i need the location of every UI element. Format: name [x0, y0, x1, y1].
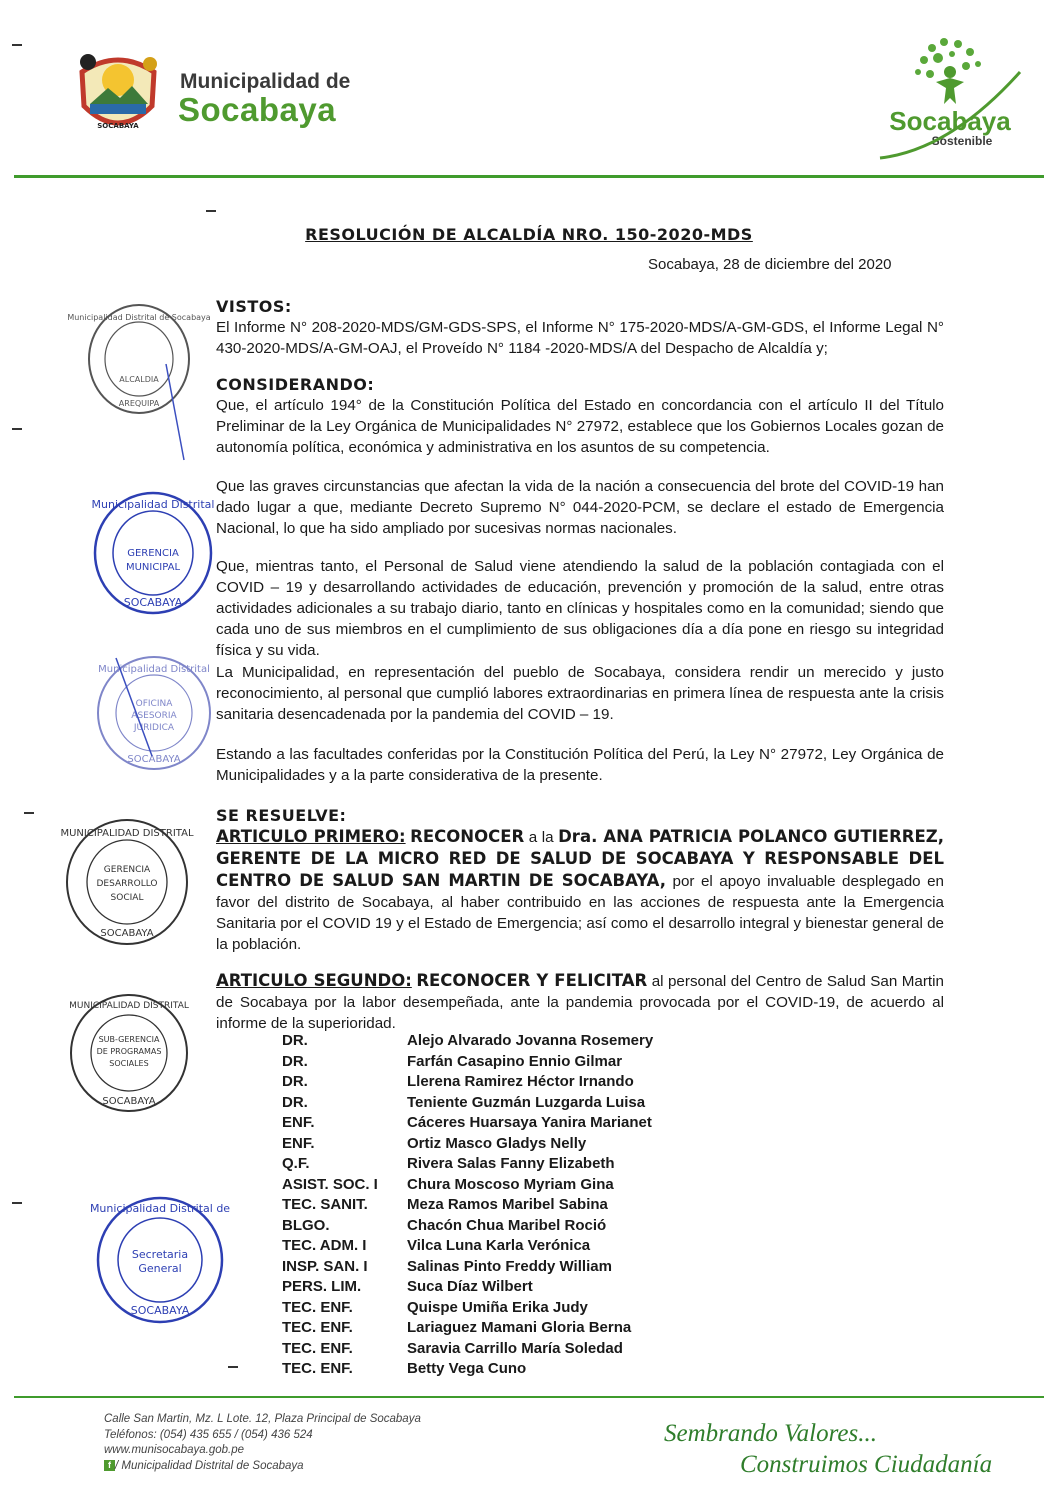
svg-text:Municipalidad Distrital: Municipalidad Distrital — [98, 664, 210, 675]
stamp-alcaldia — [67, 300, 211, 418]
staff-title: TEC. ENF. — [282, 1339, 353, 1357]
staff-name: Lariaguez Mamani Gloria Berna — [407, 1319, 632, 1336]
considerando-paragraph-1: Que, el artículo 194° de la Constitución Política del Estado en concordancia con el artículo II del Título Preliminar de la Ley Orgánica de Municipalidades N° 27972, establece que los Gobiernos Locales gozan de autonomía política, económica y administrativa en los asuntos de su competencia. — [216, 397, 944, 456]
stamp-asesoria-juridica — [92, 652, 216, 774]
footer-website[interactable]: www.munisocabaya.gob.pe — [104, 1444, 244, 1456]
staff-title: TEC. ADM. I — [282, 1237, 367, 1254]
svg-text:SOCABAYA: SOCABAYA — [100, 928, 154, 939]
svg-text:OFICINA: OFICINA — [135, 699, 173, 709]
list-item — [282, 1237, 707, 1258]
svg-text:Secretaria: Secretaria — [131, 1248, 189, 1261]
staff-name: Ortiz Masco Gladys Nelly — [407, 1134, 587, 1152]
list-item — [282, 1217, 707, 1238]
stamp-gerencia-municipal — [88, 486, 218, 620]
staff-title: ENF. — [282, 1134, 315, 1152]
staff-name: Vilca Luna Karla Verónica — [407, 1237, 591, 1254]
socabaya-sostenible-logo — [870, 32, 1030, 162]
staff-title: DR. — [282, 1032, 308, 1049]
staff-title: DR. — [282, 1093, 308, 1111]
svg-text:Sostenible: Sostenible — [931, 134, 993, 148]
staff-title: PERS. LIM. — [282, 1278, 362, 1295]
staff-title: DR. — [282, 1052, 308, 1070]
staff-title: TEC. ENF. — [282, 1319, 353, 1336]
header-divider — [14, 175, 1044, 178]
footer-address: Calle San Martin, Mz. L Lote. 12, Plaza Principal de Socabaya — [104, 1413, 421, 1425]
facebook-icon: f — [104, 1460, 115, 1471]
svg-text:AREQUIPA: AREQUIPA — [118, 399, 160, 408]
svg-text:GERENCIA: GERENCIA — [103, 865, 151, 875]
list-item — [282, 1258, 707, 1279]
stamp-programas-sociales — [64, 988, 194, 1118]
list-item — [282, 1176, 707, 1197]
article-second-label: ARTICULO SEGUNDO: — [216, 971, 412, 990]
article-first-label: ARTICULO PRIMERO: — [216, 827, 406, 846]
svg-text:ASESORIA: ASESORIA — [131, 711, 177, 721]
footer-phones: Teléfonos: (054) 435 655 / (054) 436 524 — [104, 1428, 313, 1441]
svg-text:SOCABAYA: SOCABAYA — [102, 1096, 156, 1107]
list-item — [282, 1340, 707, 1361]
svg-text:SOCABAYA: SOCABAYA — [127, 754, 181, 765]
staff-name: Betty Vega Cuno — [407, 1360, 527, 1377]
considerando-paragraph-2: Que las graves circunstancias que afectan la vida de la nación a consecuencia del brote del COVID-19 han dado lugar a que, mediante Decreto Supremo N° 044-2020-PCM, se declare el estado de Emergencia Nacional, lo que ha sido ampliado por sucesivas normas nacionales. — [216, 478, 944, 537]
article-second-text: al personal del Centro de Salud San Martin de Socabaya por la labor desempeñada, ante la pandemia provocada por el COVID-19, de acuerdo al informe de la superioridad. — [216, 973, 944, 1032]
slogan-line2: Construimos Ciudadanía — [740, 1451, 993, 1478]
org-name-line2: Socabaya — [178, 91, 337, 128]
article-second-verb: RECONOCER Y FELICITAR — [416, 971, 648, 990]
svg-text:Municipalidad Distrital de: Municipalidad Distrital de — [89, 1202, 231, 1215]
vistos-text: El Informe N° 208-2020-MDS/GM-GDS-SPS, el Informe N° 175-2020-MDS/A-GM-GDS, el Informe Legal N° 430-2020-MDS/A-GM-OAJ, el Proveído N° 1184 -2020-MDS/A del Despacho de Alcaldía y; — [216, 319, 944, 357]
list-item — [282, 1114, 707, 1135]
considerando-paragraph-3: Que, mientras tanto, el Personal de Salud viene atendiendo la salud de la población contagiada con el COVID – 19 y desarrollando actividades de educación, prevención y promoción de la salud, entre otras actividades adicionales a su trabajo diario, tanto en clínicas y hospitales como en la comunidad; siendo que cada uno de sus miembros en el cumplimiento de sus obligaciones día a día pone en riesgo su integridad física y su vida. — [216, 558, 944, 659]
considerando-heading: CONSIDERANDO: — [216, 375, 375, 394]
staff-name: Cáceres Huarsaya Yanira Marianet — [407, 1114, 652, 1131]
list-item — [282, 1073, 707, 1094]
list-item — [282, 1299, 707, 1320]
honoree-name: Dra. ANA PATRICIA POLANCO GUTIERREZ, GERENTE DE LA MICRO RED DE SALUD DE SOCABAYA Y RESPONSABLE DEL CENTRO DE SALUD SAN MARTIN DE SOCABAYA, — [216, 827, 944, 890]
article-first-text: por el apoyo invaluable desplegado en favor del distrito de Socabaya, al haber contribuido en las acciones de respuesta ante la Emergencia Sanitaria por el COVID 19 y el Estado de Emergencia; así como el desarrollo integral y bienestar general de la población. — [216, 873, 944, 953]
staff-title: ASIST. SOC. I — [282, 1175, 378, 1193]
staff-title: ENF. — [282, 1114, 315, 1131]
staff-name: Saravia Carrillo María Soledad — [407, 1339, 623, 1357]
svg-text:SOCABAYA: SOCABAYA — [97, 122, 139, 130]
staff-title: BLGO. — [282, 1216, 330, 1234]
staff-name: Chacón Chua Maribel Roció — [407, 1216, 607, 1234]
staff-name: Chura Moscoso Myriam Gina — [407, 1175, 614, 1193]
margin-mark — [12, 1202, 22, 1204]
considerando-paragraph-5: Estando a las facultades conferidas por la Constitución Política del Perú, la Ley N° 27972, Ley Orgánica de Municipalidades y a la parte considerativa de la presente. — [216, 746, 944, 784]
svg-text:SOCABAYA: SOCABAYA — [130, 1304, 190, 1317]
list-item — [282, 1094, 707, 1115]
svg-text:DE PROGRAMAS: DE PROGRAMAS — [96, 1047, 162, 1056]
staff-name: Teniente Guzmán Luzgarda Luisa — [407, 1093, 646, 1111]
resolution-title: RESOLUCIÓN DE ALCALDÍA NRO. 150-2020-MDS — [305, 225, 753, 244]
staff-name: Quispe Umiña Erika Judy — [407, 1298, 588, 1316]
list-item — [282, 1135, 707, 1156]
svg-text:MUNICIPALIDAD DISTRITAL: MUNICIPALIDAD DISTRITAL — [69, 1001, 189, 1011]
municipality-crest-logo — [68, 42, 168, 142]
list-item — [282, 1053, 707, 1074]
svg-text:SUB-GERENCIA: SUB-GERENCIA — [98, 1035, 160, 1044]
svg-text:DESARROLLO: DESARROLLO — [96, 879, 158, 889]
article-first — [216, 826, 944, 955]
svg-text:SOCABAYA: SOCABAYA — [123, 596, 183, 609]
stamp-secretaria-general — [90, 1190, 230, 1330]
slogan-line1: Sembrando Valores... — [664, 1420, 877, 1447]
vistos-section — [216, 296, 944, 359]
margin-mark — [206, 210, 216, 212]
list-item — [282, 1155, 707, 1176]
footer-facebook-text: / Municipalidad Distrital de Socabaya — [115, 1459, 304, 1472]
svg-text:Municipalidad Distrital: Municipalidad Distrital — [91, 498, 215, 511]
svg-text:GERENCIA: GERENCIA — [127, 548, 179, 559]
staff-list — [282, 1032, 707, 1381]
staff-name: Suca Díaz Wilbert — [407, 1278, 533, 1295]
org-name-line1: Municipalidad de — [180, 70, 351, 93]
article-first-connector: a la — [528, 829, 554, 846]
svg-text:General: General — [138, 1262, 182, 1275]
staff-name: Meza Ramos Maribel Sabina — [407, 1196, 608, 1213]
footer-divider — [14, 1396, 1044, 1398]
svg-text:SOCIAL: SOCIAL — [110, 893, 144, 903]
staff-name: Alejo Alvarado Jovanna Rosemery — [407, 1032, 654, 1049]
staff-title: INSP. SAN. I — [282, 1257, 368, 1275]
staff-title: Q.F. — [282, 1155, 310, 1172]
staff-title: DR. — [282, 1073, 308, 1090]
staff-title: TEC. ENF. — [282, 1360, 353, 1377]
considerando-paragraph-4: La Municipalidad, en representación del pueblo de Socabaya, considera rendir un merecido y justo reconocimiento, al personal que cumplió labores extraordinarias en primera línea de respuesta ante la crisis sanitaria desencadenada por la pandemia del COVID – 19. — [216, 664, 944, 723]
margin-mark — [228, 1366, 238, 1368]
margin-mark — [24, 812, 34, 814]
list-item — [282, 1319, 707, 1340]
svg-text:Municipalidad Distrital de Soc: Municipalidad Distrital de Socabaya — [67, 313, 211, 322]
svg-text:JURIDICA: JURIDICA — [133, 723, 175, 733]
svg-text:MUNICIPAL: MUNICIPAL — [125, 562, 181, 573]
footer-contact — [104, 1412, 421, 1474]
svg-text:Socabaya: Socabaya — [889, 106, 1011, 136]
staff-name: Llerena Ramirez Héctor Irnando — [407, 1073, 634, 1090]
margin-mark — [12, 428, 22, 430]
resolution-date: Socabaya, 28 de diciembre del 2020 — [648, 256, 892, 273]
staff-name: Rivera Salas Fanny Elizabeth — [407, 1155, 615, 1172]
svg-text:ALCALDIA: ALCALDIA — [119, 375, 159, 384]
vistos-heading: VISTOS: — [216, 297, 292, 316]
list-item — [282, 1032, 707, 1053]
footer-facebook[interactable] — [104, 1459, 421, 1475]
article-first-verb: RECONOCER — [410, 827, 525, 846]
list-item — [282, 1360, 707, 1381]
staff-title: TEC. ENF. — [282, 1298, 353, 1316]
stamp-desarrollo-social — [60, 814, 194, 950]
resuelve-section — [216, 805, 944, 955]
margin-mark — [12, 44, 22, 46]
considerando-section — [216, 374, 944, 458]
staff-title: TEC. SANIT. — [282, 1196, 368, 1213]
staff-name: Salinas Pinto Freddy William — [407, 1257, 612, 1275]
resuelve-heading: SE RESUELVE: — [216, 806, 347, 825]
article-second — [216, 970, 944, 1034]
staff-name: Farfán Casapino Ennio Gilmar — [407, 1052, 623, 1070]
list-item — [282, 1196, 707, 1217]
svg-text:SOCIALES: SOCIALES — [109, 1059, 149, 1068]
svg-text:MUNICIPALIDAD DISTRITAL: MUNICIPALIDAD DISTRITAL — [60, 828, 194, 839]
list-item — [282, 1278, 707, 1299]
